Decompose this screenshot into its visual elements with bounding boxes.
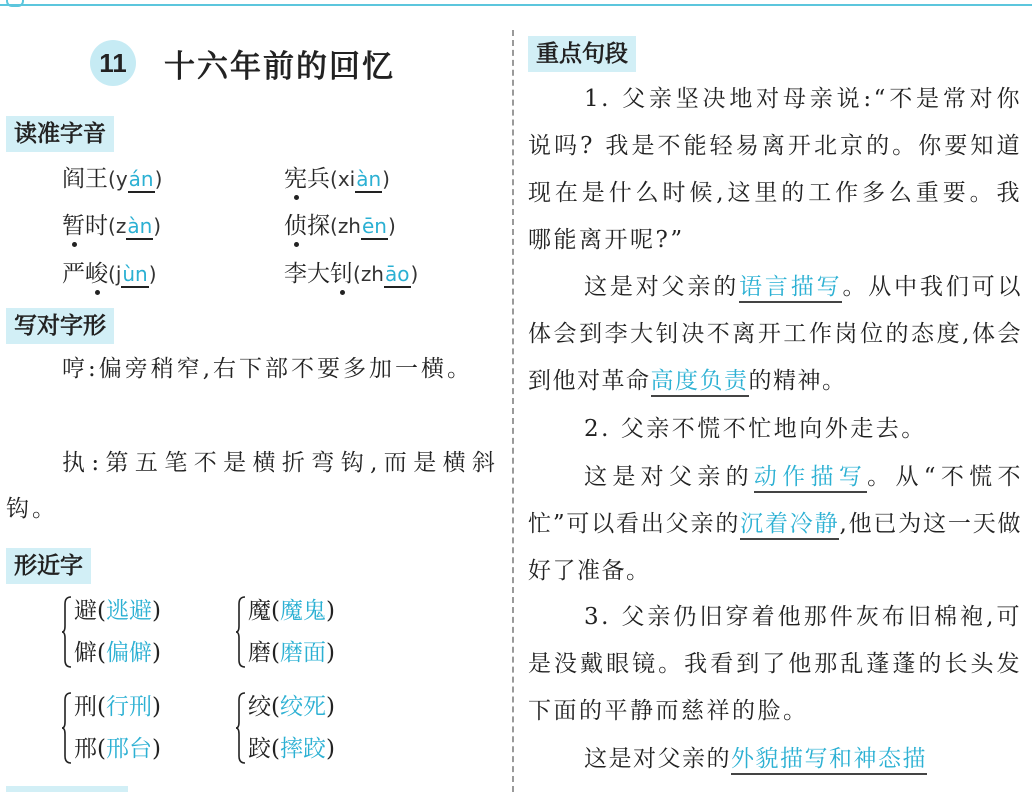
similar-char: 刑 — [74, 694, 97, 720]
underlined-term: 高度负责 — [651, 368, 749, 397]
similar-word: 绞死 — [279, 694, 326, 720]
comment-2: 这是对父亲的动作描写。从“不慌不忙”可以看出父亲的沉着冷静,他已为这一天做好了准备。 — [528, 464, 1023, 584]
similar-word: 磨面 — [279, 640, 326, 666]
similar-char: 邢 — [74, 736, 97, 762]
similar-word: 行刑 — [105, 694, 152, 720]
similar-word: 偏僻 — [105, 640, 152, 666]
comment-3: 这是对父亲的外貌描写和神态描 — [528, 736, 1022, 783]
comment-1: 这是对父亲的语言描写。从中我们可以体会到李大钊决不离开工作岗位的态度,体会到他对革命高度负责的精神。 — [528, 264, 1022, 405]
key-sentence-2: 2. 父亲不慌不忙地向外走去。 — [584, 416, 927, 442]
similar-char: 僻 — [74, 640, 97, 666]
similar-char: 绞 — [248, 694, 271, 720]
key-sentence-1: 1. 父亲坚决地对母亲说:“不是常对你说吗? 我是不能轻易离开北京的。你要知道现在是什么时候,这里的工作多么重要。我哪能离开呢?” — [528, 86, 1022, 253]
heading-pronunciation: 读准字音 — [6, 116, 114, 152]
similar-char: 避 — [74, 598, 97, 624]
similar-char: 魔 — [248, 598, 271, 624]
top-border-line — [0, 4, 1032, 6]
writing-note-zhi: 执:第五笔不是横折弯钩,而是横斜钩。 — [6, 450, 498, 522]
lesson-title — [90, 38, 395, 88]
brace-icon — [62, 692, 72, 764]
pron-item-xianbing: 宪兵(xiàn) — [284, 166, 390, 192]
pron-item-zhentan: 侦探(zhēn) — [284, 213, 396, 239]
brace-icon — [236, 596, 246, 668]
top-border — [0, 0, 1032, 6]
similar-word: 魔鬼 — [279, 598, 326, 624]
similar-char: 磨 — [248, 640, 271, 666]
lesson-title-text: 十六年前的回忆 — [164, 48, 395, 85]
heading-similar-chars: 形近字 — [6, 548, 91, 584]
pron-item-lidazhao: 李大钊(zhāo) — [284, 261, 419, 287]
similar-char: 跤 — [248, 736, 271, 762]
underlined-term: 语言描写 — [739, 274, 842, 303]
key-sentence-3: 3. 父亲仍旧穿着他那件灰布旧棉袍,可是没戴眼镜。我看到了他那乱蓬蓬的长头发下面的平静而慈祥的脸。 — [528, 604, 1022, 724]
similar-word: 逃避 — [105, 598, 152, 624]
brace-icon — [62, 596, 72, 668]
underlined-term: 沉着冷静 — [740, 511, 839, 540]
lesson-number-badge: 11 — [90, 40, 136, 86]
heading-key-sentences: 重点句段 — [528, 36, 636, 72]
similar-word: 摔跤 — [279, 736, 326, 762]
pron-item-yanwang: 阎王(yán) — [62, 166, 163, 192]
pron-item-yanjun: 严峻(jùn) — [62, 261, 157, 287]
heading-writing: 写对字形 — [6, 308, 114, 344]
underlined-term: 外貌描写和神态描 — [731, 746, 927, 775]
writing-note-heng: 哼:偏旁稍窄,右下部不要多加一横。 — [62, 356, 474, 382]
next-heading-stub — [6, 786, 128, 792]
column-divider — [512, 30, 514, 792]
corner-mark-icon — [6, 0, 24, 7]
similar-word: 邢台 — [105, 736, 152, 762]
underlined-term: 动作描写 — [754, 464, 867, 493]
brace-icon — [236, 692, 246, 764]
pron-item-zanshi: 暂时(zàn) — [62, 213, 162, 239]
